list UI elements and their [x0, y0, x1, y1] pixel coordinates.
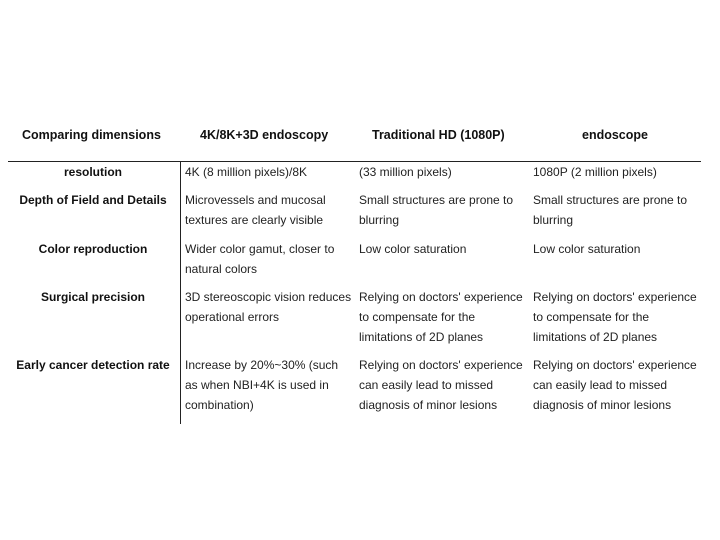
table-cell: 1080P (2 million pixels) [533, 165, 657, 179]
table-cell: Microvessels and mucosal textures are clearly visible [185, 193, 326, 227]
row-label: Surgical precision [40, 290, 146, 304]
header-4k-8k-3d-endoscopy: 4K/8K+3D endoscopy [200, 128, 329, 142]
table-cell: Relying on doctors' experience can easily lead to missed diagnosis of minor lesions [359, 358, 523, 412]
row-label: Color reproduction [38, 242, 148, 256]
row-label: Depth of Field and Details [19, 193, 167, 207]
table-cell: Relying on doctors' experience to compensate for the limitations of 2D planes [359, 290, 523, 344]
header-endoscope: endoscope [582, 128, 648, 142]
table-cell: Low color saturation [359, 242, 467, 256]
table-cell: Small structures are prone to blurring [359, 193, 514, 227]
table-cell: 4K (8 million pixels)/8K [185, 165, 308, 179]
label-column-divider [180, 162, 181, 424]
row-label: Early cancer detection rate [16, 358, 170, 372]
table-cell: Low color saturation [533, 242, 641, 256]
table-cell: Relying on doctors' experience to compensate for the limitations of 2D planes [533, 290, 697, 344]
row-label: resolution [63, 165, 122, 179]
table-cell: 3D stereoscopic vision reduces operational errors [185, 290, 352, 324]
header-comparing-dimensions: Comparing dimensions [22, 128, 161, 142]
header-traditional-hd: Traditional HD (1080P) [372, 128, 505, 142]
table-cell: Increase by 20%~30% (such as when NBI+4K is used in combination) [185, 358, 339, 412]
table-cell: Wider color gamut, closer to natural colors [185, 242, 335, 276]
table-cell: (33 million pixels) [359, 165, 452, 179]
table-cell: Small structures are prone to blurring [533, 193, 688, 227]
table-cell: Relying on doctors' experience can easily lead to missed diagnosis of minor lesions [533, 358, 697, 412]
